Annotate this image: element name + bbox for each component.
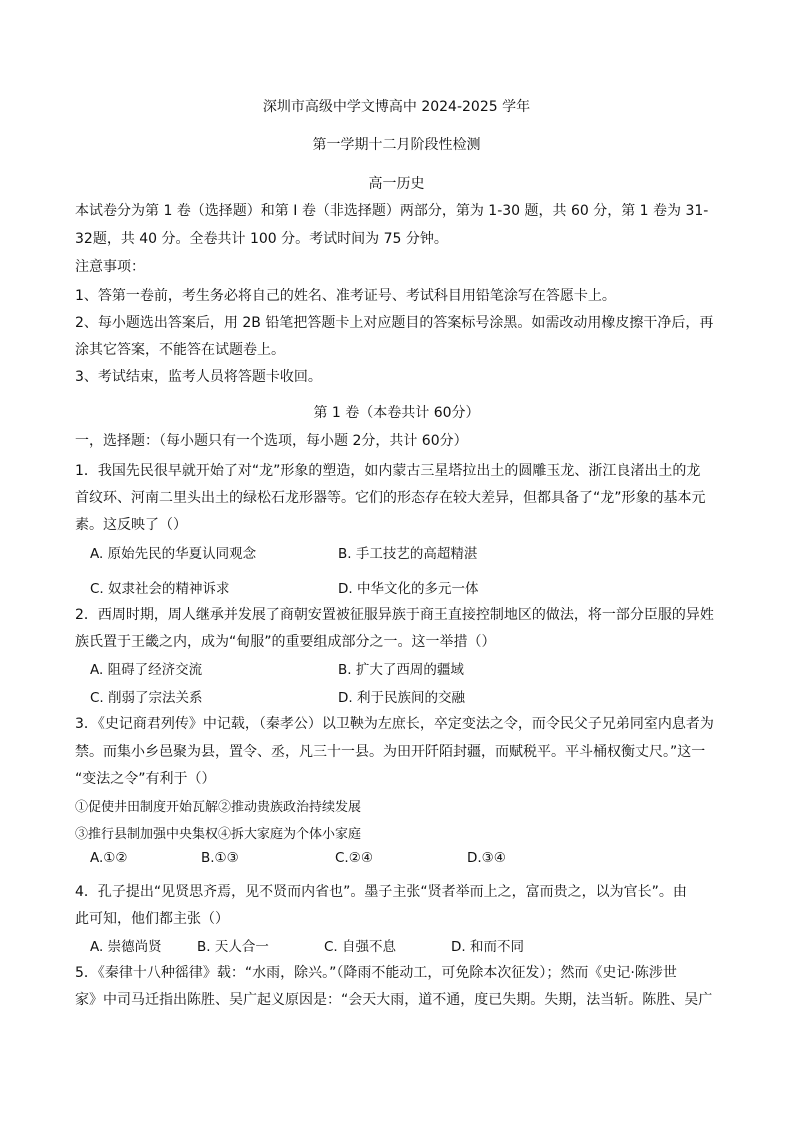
q4-option-d: D. 和而不同 [451,939,524,955]
q3-statements-2: ③推行县制加强中央集权④拆大家庭为个体小家庭 [75,827,362,842]
q4-option-a: A. 崇德尚贤 [90,939,162,955]
note-item-2-line-2: 涂其它答案，不能答在试题卷上。 [75,342,285,358]
q3-option-d: D.③④ [467,850,506,866]
q3-option-b: B.①③ [201,850,239,866]
q3-line-1: 3．《史记商君列传》中记载，（秦孝公）以卫鞅为左庶长，卒定变法之令，而令民父子兄弟同室内息者为 [75,716,714,732]
q3-line-3: “变法之令”有利于（） [75,771,216,787]
notes-heading: 注意事项： [75,259,145,275]
q3-statements-1: ①促使井田制度开始瓦解②推动贵族政治持续发展 [75,800,362,815]
q5-line-1: 5．《秦律十八种徭律》载：“水雨，除兴。”（降雨不能动工，可免除本次征发）；然而《史记·陈涉世 [75,965,677,981]
q1-option-d: D. 中华文化的多元一体 [338,581,479,597]
section-title: 第 1 卷（本卷共计 60分） [313,405,480,421]
q2-option-a: A. 阻碍了经济交流 [90,662,203,678]
exam-subtitle: 第一学期十二月阶段性检测 [312,137,481,153]
q1-option-a: A. 原始先民的华夏认同观念 [90,546,257,562]
q2-option-c: C. 削弱了宗法关系 [90,690,203,706]
q1-option-c: C. 奴隶社会的精神诉求 [90,581,230,597]
section-instruction: 一，选择题：（每小题只有一个选项，每小题 2分，共计 60分） [75,433,468,449]
q3-option-a: A.①② [90,850,128,866]
q2-option-d: D. 利于民族间的交融 [338,690,465,706]
q4-line-2: 此可知，他们都主张（） [75,911,229,927]
intro-line-1: 本试卷分为第 1 卷（选择题）和第 Ⅰ 卷（非选择题）两部分，第为 1-30 题，共 60 分，第 1 卷为 31- [75,203,709,219]
q3-line-2: 禁。而集小乡邑聚为县，置令、丞，凡三十一县。为田开阡陌封疆，而赋税平。平斗桶权衡丈尺。”这一 [75,744,706,760]
q2-option-b: B. 扩大了西周的疆域 [338,662,464,678]
q4-option-b: B. 天人合一 [197,939,269,955]
q5-line-2: 家》中司马迁指出陈胜、吴广起义原因是：“会天大雨，道不通，度已失期。失期，法当斩。陈胜、吴广 [75,992,713,1008]
note-item-3: 3、考试结束，监考人员将答题卡收回。 [75,369,322,385]
q2-line-1: 2．西周时期，周人继承并发展了商朝安置被征服异族于商王直接控制地区的做法，将一部分臣服的异姓 [75,607,714,623]
q4-line-1: 4．孔子提出“见贤思齐焉，见不贤而内省也”。墨子主张“贤者举而上之，富而贵之，以为官长”。由 [75,884,687,900]
q1-line-2: 首纹环、河南二里头出土的绿松石龙形器等。它们的形态存在较大差异，但都具备了“龙”形象的基本元 [75,490,706,506]
q4-option-c: C. 自强不息 [324,939,397,955]
q2-line-2: 族氏置于王畿之内，成为“甸服”的重要组成部分之一。这一举措（） [75,634,496,650]
note-item-1: 1、答第一卷前，考生务必将自己的姓名、准考证号、考试科目用铅笔涂写在答愿卡上。 [75,288,616,304]
exam-title: 深圳市高级中学文博高中 2024-2025 学年 [262,99,531,115]
intro-line-2: 32题，共 40 分。全卷共计 100 分。考试时间为 75 分钟。 [75,231,448,247]
q1-line-3: 素。这反映了（） [75,517,187,533]
q3-option-c: C.②④ [335,850,373,866]
q1-line-1: 1．我国先民很早就开始了对“龙”形象的塑造，如内蒙古三星塔拉出土的圆雕玉龙、浙江良渚出土的龙 [75,463,701,479]
note-item-2-line-1: 2、每小题选出答案后，用 2B 铅笔把答题卡上对应题目的答案标号涂黑。如需改动用橡皮擦干净后，再 [75,315,714,331]
q1-option-b: B. 手工技艺的高超精湛 [338,546,478,562]
exam-subject: 高一历史 [368,176,425,192]
